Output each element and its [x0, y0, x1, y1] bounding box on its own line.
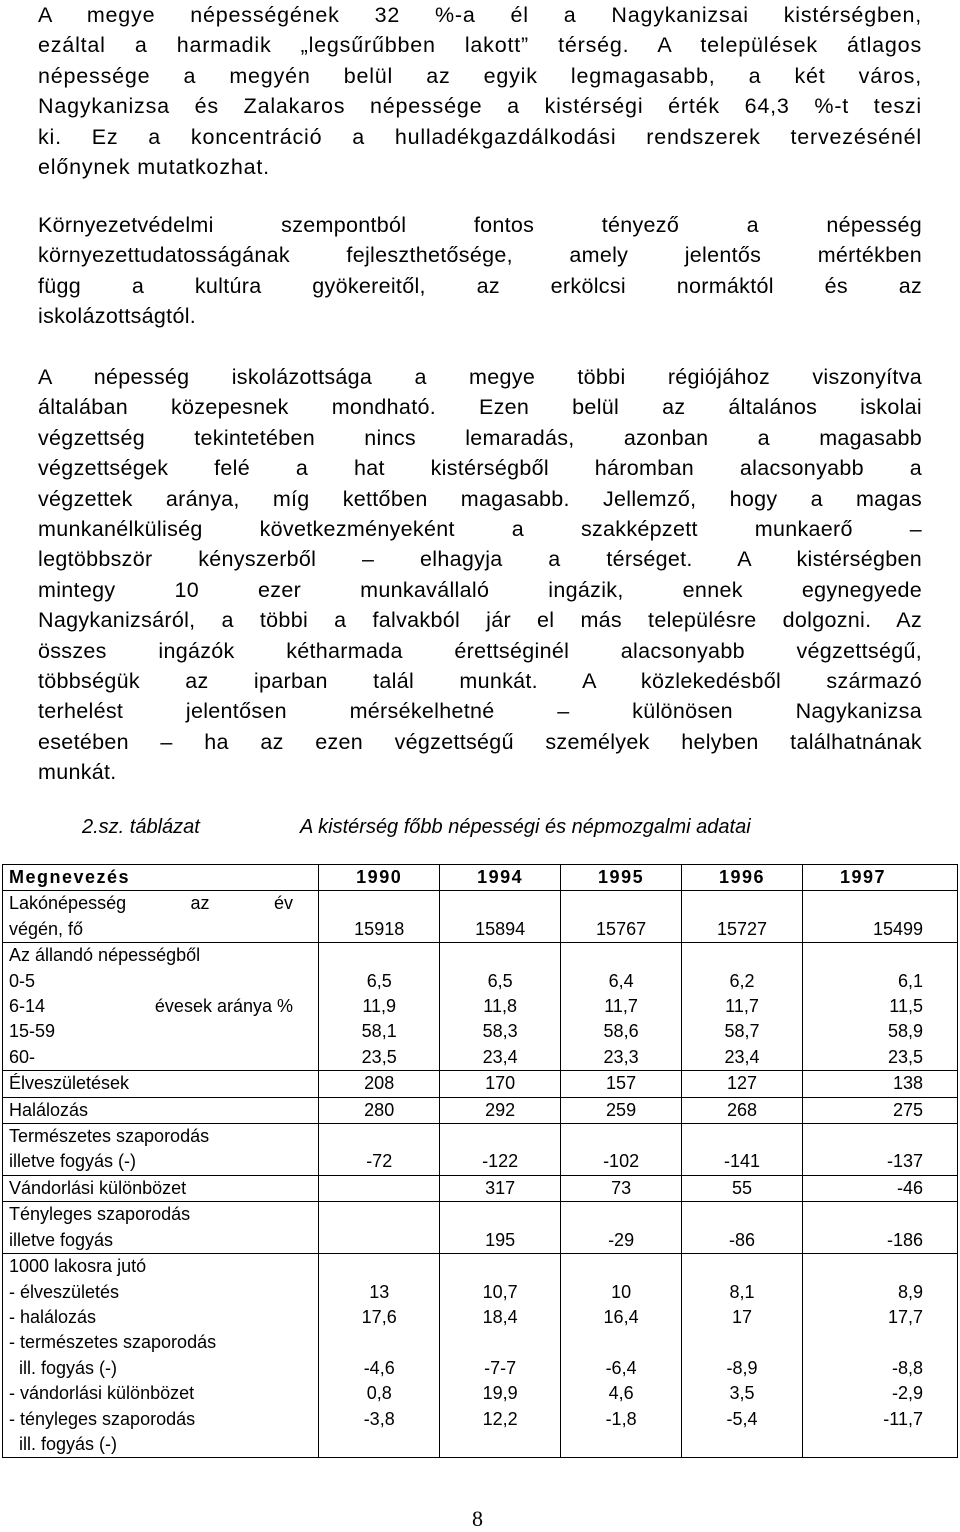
paragraph-line: terhelést jelentősen mérsékelhetné – különösen Nagykanizsa	[38, 699, 922, 724]
paragraph-environment	[38, 210, 922, 332]
paragraph-line: függ a kultúra gyökereitől, az erkölcsi normáktól és az	[38, 273, 922, 298]
value-cell	[561, 1124, 682, 1176]
table-row	[3, 1071, 958, 1097]
row-label-word: az	[190, 893, 210, 914]
value: -11,7	[883, 1408, 923, 1429]
value-cell	[440, 1202, 561, 1254]
value-cell	[440, 943, 561, 1071]
value: -4,6	[363, 1357, 395, 1378]
value: 23,4	[724, 1046, 760, 1067]
value-cell	[319, 1124, 440, 1176]
value: 0,8	[366, 1383, 392, 1404]
value: 17,7	[887, 1306, 923, 1327]
paragraph-line: ezáltal a harmadik „legsűrűbben lakott” térség. A települések átlagos	[38, 33, 922, 58]
value: 170	[485, 1073, 516, 1094]
value: 23,5	[887, 1046, 923, 1067]
table-row	[3, 1097, 958, 1123]
value	[561, 1432, 681, 1457]
table-header-row	[3, 865, 958, 891]
value: 17,6	[361, 1306, 397, 1327]
value	[319, 1176, 439, 1201]
value: 58,7	[724, 1021, 760, 1042]
value: -141	[724, 1151, 761, 1172]
row-label-line: 0-5	[9, 970, 36, 991]
value-cell	[440, 1175, 561, 1201]
row-label-line: - természetes szaporodás	[9, 1332, 217, 1353]
row-label-line: ill. fogyás (-)	[9, 1357, 118, 1378]
value: 55	[732, 1177, 753, 1198]
paragraph-line: végzettség tekintetében nincs lemaradás, azonban a magasabb	[38, 425, 922, 450]
value-cell	[802, 891, 957, 943]
row-label-word: évesek aránya %	[154, 996, 293, 1017]
value-cell	[682, 1175, 803, 1201]
value: -122	[482, 1151, 519, 1172]
value	[682, 1330, 802, 1355]
table-caption-title: A kistérség főbb népességi és népmozgalmi adatai	[300, 816, 751, 838]
value-cell	[319, 943, 440, 1071]
row-label-line: illetve fogyás (-)	[9, 1151, 137, 1172]
value: -8,8	[891, 1357, 923, 1378]
paragraph-population	[38, 0, 922, 182]
row-label	[3, 1071, 319, 1097]
value	[803, 1330, 923, 1355]
row-label-line: Az állandó népességből	[9, 945, 201, 966]
value-cell	[682, 1124, 803, 1176]
row-label	[3, 891, 319, 943]
paragraph-line: iskolázottságtól.	[38, 304, 197, 329]
value: 12,2	[482, 1408, 518, 1429]
paragraph-line: ki. Ez a koncentráció a hulladékgazdálkodási rendszerek tervezésénél	[38, 124, 922, 149]
row-label-word: Lakónépesség	[9, 893, 127, 914]
table-row	[3, 891, 958, 943]
value: -8,9	[726, 1357, 758, 1378]
value: 268	[726, 1099, 758, 1120]
table-row	[3, 1202, 958, 1254]
row-label-line: Tényleges szaporodás	[9, 1204, 191, 1225]
paragraph-line: Nagykanizsáról, a többi a falvakból jár el más településre dolgozni. Az	[38, 608, 922, 633]
row-label-word: év	[273, 893, 293, 914]
row-label-line: - élveszületés	[9, 1281, 120, 1302]
value: -46	[896, 1177, 923, 1198]
row-label-line: Vándorlási különbözet	[9, 1177, 187, 1198]
row-label-line	[9, 994, 293, 1019]
row-label	[3, 1202, 319, 1254]
value-cell	[802, 943, 957, 1071]
value: -5,4	[726, 1408, 758, 1429]
value: 11,8	[483, 996, 517, 1017]
value	[803, 1432, 923, 1457]
row-label	[3, 1124, 319, 1176]
value-cell	[561, 1071, 682, 1097]
paragraph-line: környezettudatosságának fejleszthetősége, amely jelentős mértékben	[38, 243, 922, 268]
paragraph-line: Környezetvédelmi szempontból fontos tényező a népesség	[38, 213, 922, 237]
value: -72	[366, 1151, 393, 1172]
value: 23,3	[603, 1046, 639, 1067]
paragraph-line: Nagykanizsa és Zalakaros népessége a kistérségi érték 64,3 %-t teszi	[38, 94, 922, 119]
header-label: Megnevezés	[3, 865, 319, 891]
row-label-line: 60-	[9, 1046, 36, 1067]
value: 15767	[596, 918, 647, 939]
value-cell	[319, 1202, 440, 1254]
value-cell	[561, 891, 682, 943]
value: 157	[606, 1073, 637, 1094]
population-table	[2, 864, 958, 1458]
table-row	[3, 1124, 958, 1176]
value: 8,9	[897, 1281, 923, 1302]
paragraph-line: végzettek aránya, míg kettőben magasabb. Jellemző, hogy a magas	[38, 486, 922, 511]
value: 3,5	[729, 1383, 755, 1404]
value: -86	[729, 1229, 756, 1250]
value: 17	[732, 1306, 753, 1327]
value: 259	[606, 1099, 637, 1120]
value: -1,8	[605, 1408, 637, 1429]
value: 292	[485, 1099, 516, 1120]
paragraph-line: előnynek mutatkozhat.	[38, 155, 270, 180]
value: 58,9	[887, 1021, 923, 1042]
value	[319, 1432, 439, 1457]
value: 23,5	[361, 1046, 397, 1067]
row-label	[3, 1097, 319, 1123]
value	[561, 1330, 681, 1355]
value: 195	[485, 1229, 516, 1250]
value: -7-7	[484, 1357, 517, 1378]
header-year: 1990	[319, 865, 440, 891]
table-row	[3, 1175, 958, 1201]
value-cell	[802, 1254, 957, 1458]
row-label-line: illetve fogyás	[9, 1229, 114, 1250]
value-cell	[682, 1071, 803, 1097]
value: 58,1	[361, 1021, 397, 1042]
value: 15727	[716, 918, 768, 939]
paragraph-line: esetében – ha az ezen végzettségű személyek helyben találhatnának	[38, 729, 922, 754]
value: 11,5	[889, 996, 923, 1017]
value: 11,7	[604, 996, 638, 1017]
value	[319, 1330, 439, 1355]
value-cell	[561, 1202, 682, 1254]
value: 58,3	[482, 1021, 518, 1042]
row-label-line: végén, fő	[9, 918, 84, 939]
value: 280	[364, 1099, 395, 1120]
table-caption-number: 2.sz. táblázat	[82, 816, 200, 838]
paragraph-line: A megye népességének 32 %-a él a Nagykanizsai kistérségben,	[38, 3, 922, 27]
paragraph-education	[38, 362, 922, 788]
paragraph-line: munkát.	[38, 760, 117, 785]
value-cell	[802, 1175, 957, 1201]
value: 13	[369, 1281, 390, 1302]
value: 15894	[475, 918, 526, 939]
value-cell	[561, 943, 682, 1071]
value	[319, 1228, 439, 1253]
paragraph-line: népessége a megyén belül az egyik legmagasabb, a két város,	[38, 63, 922, 88]
paragraph-line: mintegy 10 ezer munkavállaló ingázik, ennek egynegyede	[38, 577, 922, 602]
paragraph-line: A népesség iskolázottsága a megye többi régiójához viszonyítva	[38, 365, 922, 389]
value-cell	[319, 1071, 440, 1097]
paragraph-line: összes ingázók kétharmada érettséginél alacsonyabb végzettségű,	[38, 638, 922, 663]
row-label-line	[9, 891, 293, 916]
paragraph-line: többségük az iparban talál munkát. A közlekedésből származó	[38, 669, 922, 694]
value-cell	[319, 891, 440, 943]
value-cell	[802, 1071, 957, 1097]
value: 16,4	[603, 1306, 639, 1327]
value: 15918	[354, 918, 405, 939]
value: -102	[603, 1151, 640, 1172]
row-label	[3, 1175, 319, 1201]
row-label-line: Élveszületések	[9, 1073, 130, 1094]
value: -137	[886, 1151, 923, 1172]
value: -186	[886, 1229, 923, 1250]
header-year: 1997	[802, 865, 957, 891]
value	[440, 1330, 560, 1355]
value: 127	[726, 1073, 758, 1094]
value: 208	[364, 1073, 395, 1094]
value: 317	[485, 1177, 516, 1198]
value: 6,4	[608, 970, 634, 991]
value-cell	[802, 1124, 957, 1176]
value: 11,7	[725, 996, 759, 1017]
value-cell	[319, 1097, 440, 1123]
value: 138	[892, 1073, 923, 1094]
header-year: 1994	[440, 865, 561, 891]
value-cell	[440, 1097, 561, 1123]
value-cell	[440, 891, 561, 943]
value: 18,4	[482, 1306, 518, 1327]
value	[682, 1432, 802, 1457]
value-cell	[561, 1175, 682, 1201]
value-cell	[561, 1097, 682, 1123]
value-cell	[440, 1071, 561, 1097]
value: 10,7	[482, 1281, 518, 1302]
value-cell	[682, 1097, 803, 1123]
paragraph-line: legtöbbször kényszerből – elhagyja a térséget. A kistérségben	[38, 547, 922, 572]
row-label-line: - halálozás	[9, 1306, 97, 1327]
value: -3,8	[363, 1408, 395, 1429]
value: 11,9	[362, 996, 397, 1017]
paragraph-line: munkanélküliség következményeként a szakképzett munkaerő –	[38, 517, 922, 542]
row-label-line: 15-59	[9, 1021, 56, 1042]
value-cell	[802, 1097, 957, 1123]
value: -29	[608, 1229, 635, 1250]
row-label	[3, 943, 319, 1071]
value: 73	[611, 1177, 632, 1198]
row-label-line: - vándorlási különbözet	[9, 1383, 195, 1404]
table-row	[3, 1254, 958, 1458]
value-cell	[561, 1254, 682, 1458]
value: 6,5	[487, 970, 513, 991]
value-cell	[682, 891, 803, 943]
row-label	[3, 1254, 319, 1458]
row-label-line: ill. fogyás (-)	[9, 1433, 118, 1454]
value: 6,2	[729, 970, 755, 991]
value: -6,4	[605, 1357, 637, 1378]
value-cell	[319, 1254, 440, 1458]
row-label-line: - tényleges szaporodás	[9, 1408, 196, 1429]
row-label-line: Halálozás	[9, 1099, 89, 1120]
header-year: 1995	[561, 865, 682, 891]
page-number: 8	[472, 1506, 483, 1531]
value-cell	[802, 1202, 957, 1254]
row-label-line: Természetes szaporodás	[9, 1126, 210, 1147]
value-cell	[682, 1254, 803, 1458]
value: 8,1	[729, 1281, 755, 1302]
value: 58,6	[603, 1021, 639, 1042]
value: 275	[892, 1099, 923, 1120]
value-cell	[319, 1175, 440, 1201]
value: -2,9	[891, 1383, 923, 1404]
value: 6,5	[366, 970, 392, 991]
value: 10	[611, 1281, 632, 1302]
value	[440, 1432, 560, 1457]
value-cell	[440, 1254, 561, 1458]
value-cell	[440, 1124, 561, 1176]
paragraph-line: általában közepesnek mondható. Ezen belül az általános iskolai	[38, 395, 922, 420]
value: 23,4	[482, 1046, 518, 1067]
row-label-word: 6-14	[9, 996, 46, 1017]
value: 6,1	[897, 970, 923, 991]
value: 15499	[872, 918, 923, 939]
row-label-line: 1000 lakosra jutó	[9, 1256, 147, 1277]
header-year: 1996	[682, 865, 803, 891]
paragraph-line: végzettségek felé a hat kistérségből háromban alacsonyabb a	[38, 456, 922, 481]
value-cell	[682, 943, 803, 1071]
table-row	[3, 943, 958, 1071]
value-cell	[682, 1202, 803, 1254]
value: 4,6	[608, 1383, 634, 1404]
value: 19,9	[482, 1383, 518, 1404]
